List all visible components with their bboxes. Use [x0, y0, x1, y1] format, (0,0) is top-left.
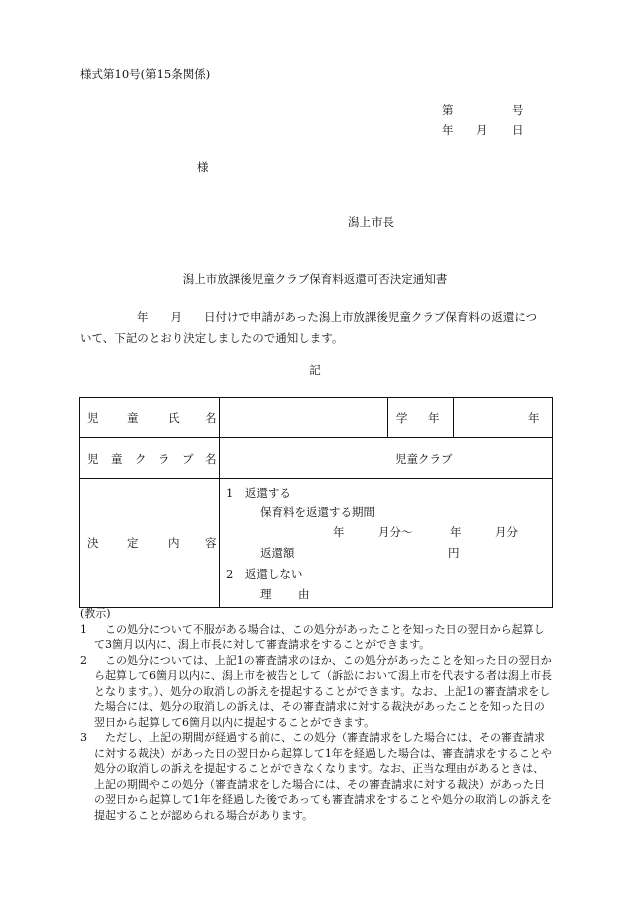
club-label-cell — [80, 438, 220, 479]
child-name-label-cell — [80, 398, 220, 438]
reason-label-char: 由 — [298, 587, 310, 601]
ki-heading: 記 — [309, 363, 321, 377]
decision-label-cell — [80, 479, 220, 608]
instructions-heading: (教示) — [80, 607, 111, 620]
notice-body — [80, 307, 552, 349]
form-number: 様式第10号(第15条関係) — [80, 67, 211, 81]
decision-content-cell — [220, 479, 553, 608]
instruction-number: 3 — [80, 731, 87, 744]
period-year-to: 年 — [450, 525, 462, 539]
instruction-item — [80, 653, 552, 731]
option-not-return[interactable]: 2 返還しない — [226, 567, 303, 581]
club-value-cell[interactable] — [220, 438, 553, 479]
instruction-number: 2 — [80, 653, 87, 667]
label-char: 決 — [87, 536, 99, 550]
sender-mayor: 潟上市長 — [348, 215, 394, 229]
label-char: 名 — [205, 452, 217, 466]
period-month-to: 月分 — [495, 525, 518, 539]
label-char: ラ — [158, 452, 170, 466]
instruction-text: ただし、上記の期間が経過する前に、この処分（審査請求をした場合には、その審査請求に対する裁決）があった日の翌日から起算して1年を経過した場合は、審査請求をすることや処分の取消しの訴えを提起することができなくなります。なお、正当な理由があるときは、上記の期間やこの処分（審査請求をした場合には、その審査請求に対する裁決）があった日の翌日から起算して1年を経過した後であっても審査請求をすることや処分の取消しの訴えを提起することが認められる場合があります。 — [94, 731, 552, 822]
table-row-club-name — [80, 438, 553, 479]
label-char: ブ — [182, 452, 194, 466]
period-year-from: 年 — [333, 525, 345, 539]
instruction-text: この処分については、上記1の審査請求のほか、この処分があったことを知った日の翌日から起算して6箇月以内に、潟上市を被告として（訴訟において潟上市を代表する者は潟上市長となります。）、処分の取消しの訴えを提起することができます。なお、上記1の審査請求をした場合には、処分の取消しの訴えは、その審査請求に対する裁決があったことを知った日の翌日から起算して6箇月以内に提起することができます。 — [94, 653, 552, 729]
issue-day: 日 — [512, 123, 524, 137]
instruction-text: この処分について不服がある場合は、この処分があったことを知った日の翌日から起算して3箇月以内に、潟上市長に対して審査請求をすることができます。 — [94, 622, 545, 651]
addressee: 様 — [197, 160, 209, 174]
label-char: 童 — [127, 411, 139, 425]
doc-number-go: 号 — [512, 103, 524, 117]
label-char: 氏 — [168, 411, 180, 425]
notice-table — [79, 397, 553, 608]
label-char: 童 — [111, 452, 123, 466]
option-return[interactable]: 1 返還する — [226, 486, 291, 500]
label-char: 定 — [127, 536, 139, 550]
label-char: 名 — [205, 411, 217, 425]
body-month: 月 — [170, 310, 182, 324]
table-row-child-name — [80, 398, 553, 438]
document-number-date — [442, 102, 522, 142]
label-char: 年 — [428, 411, 440, 425]
reason-label-char: 理 — [260, 587, 272, 601]
instruction-item — [80, 730, 552, 823]
document-title: 潟上市放課後児童クラブ保育料返還可否決定通知書 — [182, 272, 448, 286]
club-suffix: 児童クラブ — [395, 452, 453, 466]
label-char: 内 — [168, 536, 180, 550]
body-year: 年 — [137, 310, 149, 324]
issue-year: 年 — [442, 123, 454, 137]
document-number — [442, 102, 522, 122]
instruction-item — [80, 622, 552, 653]
child-name-value-cell[interactable] — [220, 398, 388, 438]
label-char: ク — [135, 452, 147, 466]
doc-number-dai: 第 — [442, 103, 454, 117]
notice-body-line1 — [80, 307, 552, 328]
label-char: 児 — [87, 452, 99, 466]
grade-unit: 年 — [528, 411, 540, 425]
return-period-label: 保育料を返還する期間 — [260, 505, 375, 519]
return-amount-label: 返還額 — [260, 546, 295, 560]
grade-label-cell — [388, 398, 454, 438]
body-line1-rest: 日付けで申請があった潟上市放課後児童クラブ保育料の返還につ — [204, 310, 538, 324]
issue-month: 月 — [476, 123, 488, 137]
issue-date — [442, 122, 522, 142]
period-month-from: 月分〜 — [378, 525, 413, 539]
table-row-decision — [80, 479, 553, 608]
yen-unit: 円 — [448, 546, 460, 560]
label-char: 容 — [205, 536, 217, 550]
notice-body-line2: いて、下記のとおり決定しましたので通知します。 — [80, 331, 344, 345]
grade-value-cell[interactable] — [454, 398, 553, 438]
instruction-number: 1 — [80, 622, 87, 636]
instructions-section — [80, 606, 552, 823]
label-char: 児 — [87, 411, 99, 425]
label-char: 学 — [396, 411, 408, 425]
